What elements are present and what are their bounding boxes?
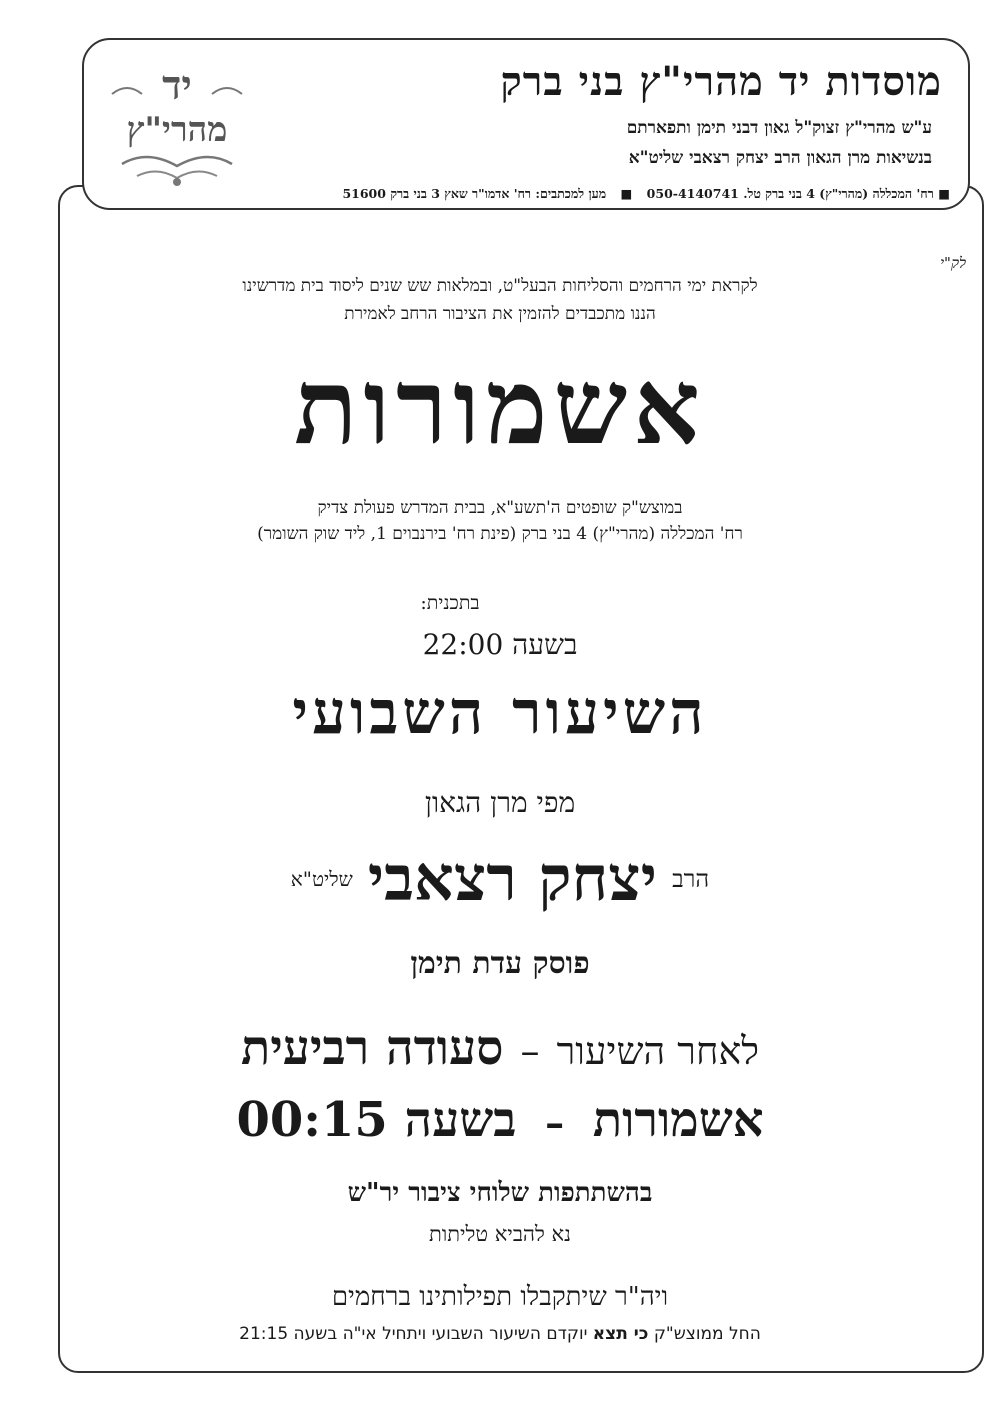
speaker-intro: מפי מרן הגאון bbox=[424, 786, 576, 819]
schedule-note-pre: החל ממוצש"ק bbox=[653, 1324, 761, 1344]
main-title: אשמורות bbox=[294, 345, 706, 468]
lesson-time: בשעה 22:00 bbox=[422, 628, 578, 661]
meal-label: סעודה רביעית bbox=[240, 1020, 504, 1076]
participation-line: בהשתתפות שלוחי ציבור יר"ש bbox=[347, 1178, 653, 1208]
meal-line bbox=[0, 1020, 1000, 1078]
after-lesson-label: לאחר השיעור bbox=[556, 1029, 760, 1073]
ashmorot-time: בשעה 00:15 bbox=[236, 1092, 517, 1148]
schedule-note-post: יוקדם השיעור השבועי ויתחיל אי"ה בשעה 21:15 bbox=[239, 1324, 588, 1344]
dash: – bbox=[545, 1100, 565, 1145]
closing-prayer: ויה"ר שיתקבלו תפילותינו ברחמים bbox=[331, 1282, 669, 1312]
letterhead bbox=[82, 38, 970, 210]
institution-presidency: בנשיאות מרן הגאון הרב יצחק רצאבי שליט"א bbox=[628, 148, 932, 168]
intro-line-1: לקראת ימי הרחמים והסליחות הבעל"ט, ובמלאות שש שנים ליסוד בית מדרשינו bbox=[242, 276, 758, 296]
bullet-icon: ■ bbox=[620, 186, 633, 201]
ashmorot-label: אשמורות bbox=[592, 1092, 764, 1148]
institution-subtitle: ע"ש מהרי"ץ זצוק"ל גאון דבני תימן ותפארתם bbox=[626, 118, 932, 138]
speaker-title: פוסק עדת תימן bbox=[410, 946, 590, 981]
location-line-1: במוצש"ק שופטים ה'תשע"א, בבית המדרש פעולת צדיק bbox=[317, 498, 683, 518]
program-label: בתכנית: bbox=[420, 592, 480, 614]
ashmorot-line bbox=[0, 1092, 1000, 1150]
intro-line-2: הננו מתכבדים להזמין את הציבור הרחב לאמירת bbox=[344, 304, 656, 324]
contact-line bbox=[90, 186, 950, 202]
speaker-prefix: הרב bbox=[672, 865, 710, 893]
schedule-note bbox=[0, 1324, 1000, 1344]
blessing-mark: לק"י bbox=[940, 254, 966, 272]
speaker-line bbox=[0, 842, 1000, 915]
contact-mail: מען למכתבים: רח' אדמו"ר שאץ 3 בני ברק 51600 bbox=[342, 186, 607, 201]
logo-text-top: יד bbox=[162, 62, 192, 109]
lesson-title: השיעור השבועי bbox=[292, 678, 708, 748]
bullet-icon: ■ bbox=[938, 186, 950, 201]
bring-tallit-note: נא להביא טליתות bbox=[429, 1222, 571, 1246]
institution-title: מוסדות יד מהרי"ץ בני ברק bbox=[500, 58, 942, 105]
logo-text-bottom: מהרי"ץ bbox=[126, 110, 228, 150]
institution-logo bbox=[102, 54, 252, 194]
speaker-suffix: שליט"א bbox=[290, 867, 353, 891]
parasha-name: כי תצא bbox=[592, 1324, 649, 1344]
speaker-name: יצחק רצאבי bbox=[367, 842, 657, 915]
contact-address: רח' המכללה (מהרי"ץ) 4 בני ברק טל. 050-4140741 bbox=[646, 186, 934, 201]
dash: – bbox=[520, 1029, 540, 1073]
location-line-2: רח' המכללה (מהרי"ץ) 4 בני ברק (פינת רח' בירנבוים 1, ליד שוק השומר) bbox=[257, 524, 743, 544]
